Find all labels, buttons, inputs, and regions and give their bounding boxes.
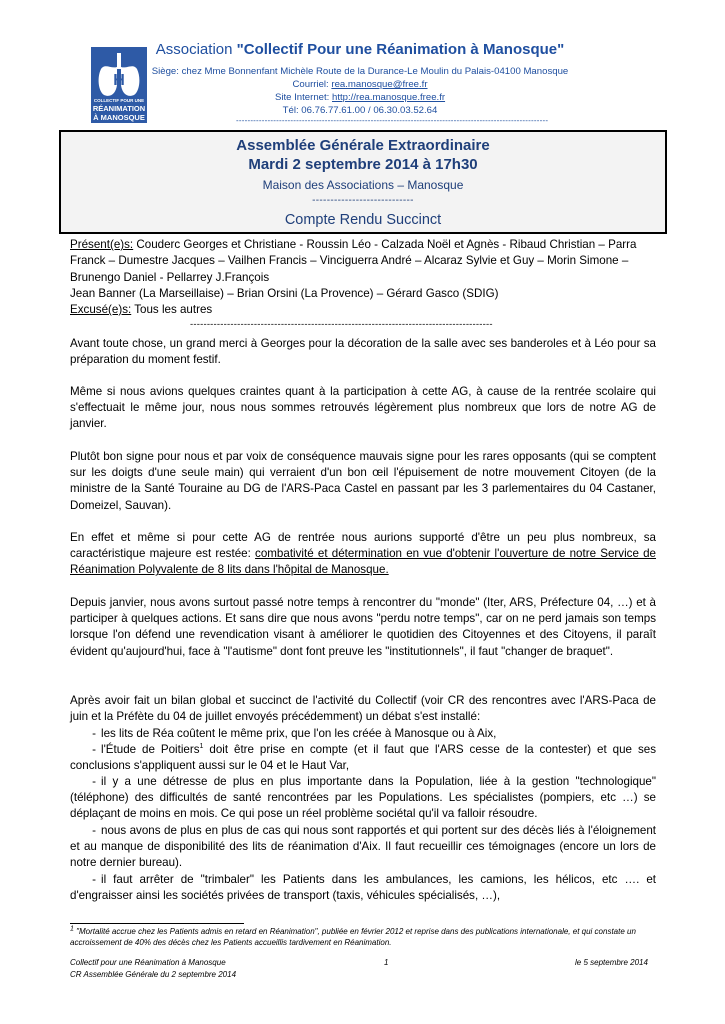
footnote-rule (70, 923, 244, 924)
logo-line2: RÉANIMATION (92, 104, 146, 113)
paragraph-1: Avant toute chose, un grand merci à Georges pour la décoration de la salle avec ses banderoles et à Léo pour sa préparation du moment festif. (70, 337, 656, 367)
meeting-place: Maison des Associations – Manosque (262, 178, 464, 192)
paragraph-3: Plutôt bon signe pour nous et par voix de conséquence mauvais signe pour les rares opposants (qui se comptent sur les doigts d'une seule main) qui verraient d'un bon œil l'épuisement de notre mouvement Citoyen (de la ministre de la Santé Touraine au DG de l'ARS-Paca Castel en passant par les 3 parlementaires du 04 Castaner, Domeizel, Sauvan). (70, 450, 656, 512)
title-box (59, 130, 667, 234)
excuse-line: Excusé(e)s: Tous les autres (70, 303, 213, 316)
paragraph-5: Depuis janvier, nous avons surtout passé notre temps à rencontrer du "monde" (Iter, ARS, Préfecture 04, …) et à participer à quelques actions. Et sans dire que nous avons "perdu notre temps", car on ne perd jamais son temps lorsque l'on défend une revendication visant à améliorer le quotidien des Citoyennes et des Citoyens, il paraît évident qu'aujourd'hui, face à "l'autisme" dont font preuve les "institutionnels", il faut "changer de braquet". (70, 596, 656, 658)
header-separator: ------------------------------------------------------------------------------------------------------------- (236, 116, 549, 125)
document-subtitle: Compte Rendu Succinct (284, 212, 442, 228)
website-link[interactable]: http://rea.manosque.free.fr (332, 92, 446, 103)
logo-line3: À MANOSQUE (93, 113, 145, 122)
excuse-label: Excusé(e)s: (70, 303, 132, 316)
box-separator: ---------------------------- (312, 195, 414, 206)
collectif-logo (91, 47, 147, 123)
list-item: - les lits de Réa coûtent le même prix, que l'on les créée à Manosque ou à Aix, (92, 727, 497, 740)
list-item: - l'Étude de Poitiers$^1$ doit être prise en compte (et il faut que l'ARS cesse de la contester) et que ses conclusions s'appliquent aussi sur le 04 et le Haut Var, (70, 743, 656, 773)
siege-line: Siège: chez Mme Bonnenfant Michèle Route de la Durance-Le Moulin du Palais-04100 Manosque (151, 66, 569, 77)
key-objective: combativité et détermination en vue d'obtenir l'ouverture de notre Service de Réanimation Polyvalente de 8 lits dans l'hôpital de Manosque. (70, 547, 657, 577)
footer-left-1: Collectif pour une Réanimation à Manosque (70, 958, 226, 967)
present-label: Présent(e)s: (70, 238, 134, 251)
present-line-2: Franck – Dumestre Jacques – Vailhen Francis – Vinciguerra André – Alcaraz Sylvie et Guy – Morin Simone – (70, 254, 629, 267)
email-link[interactable]: rea.manosque@free.fr (331, 79, 428, 90)
association-title: Association "Collectif Pour une Réanimation à Manosque" (155, 41, 565, 58)
paragraph-4: En effet et même si pour cette AG de rentrée nous aurions supporté d'être un peu plus nombreux, sa caractéristique majeure est restée: combativité et détermination en vue d'obtenir l'ouverture de notre Service de Réanimation Polyvalente de 8 lits dans l'hôpital de Manosque. (70, 531, 657, 577)
page-number: 1 (384, 958, 389, 967)
footnote-ref: 1 (199, 743, 204, 751)
logo-line1: COLLECTIF POUR UNE (93, 98, 145, 103)
footer-date: le 5 septembre 2014 (575, 958, 648, 967)
meeting-title: Assemblée Générale Extraordinaire (236, 137, 490, 154)
list-item: - il faut arrêter de "trimbaler" les Patients dans les ambulances, les camions, les hélicos, etc …. et d'engraisser ainsi les sociétés privées de transport (taxis, véhicules spécialisés, …), (70, 873, 656, 903)
paragraph-6: Après avoir fait un bilan global et succinct de l'activité du Collectif (voir CR des rencontres avec l'ARS-Paca de juin et la Préfète du 04 de juillet envoyés précédemment) un débat s'est installé: (70, 694, 656, 724)
list-item: - nous avons de plus en plus de cas qui nous sont rapportés et qui portent sur des décès liés à l'éloignement et au manque de disponibilité des lits de réanimation d'Aix. Il faut recueillir ces témoignages (encore un lors de notre dernier bureau). (70, 824, 656, 870)
svg-text:H: H (113, 72, 125, 89)
footer-left-2: CR Assemblée Générale du 2 septembre 2014 (70, 970, 237, 979)
tel-line: Tél: 06.76.77.61.00 / 06.30.03.52.64 (282, 105, 438, 116)
attendees-separator: ------------------------------------------------------------------------------------------ (190, 319, 493, 330)
footnote: $^1$ "Mortalité accrue chez les Patients admis en retard en Réanimation", publiée en février 2012 et reprise dans des publications internationale, et qui constate un accroissement de 40% des décès chez les Patients accueillis tardivement en Réanimation. (70, 925, 636, 947)
site-line: Site Internet: http://rea.manosque.free.fr (274, 92, 446, 103)
list-item: - il y a une détresse de plus en plus importante dans la Population, liée à la gestion "technologique" (téléphone) des difficultés de santé rencontrées par les Populations. Les spécialistes (pompiers, etc …) se déplaçant de moins en mois. Ce qui pose un réel problème sociétal qu'il va falloir résoudre. (70, 775, 656, 821)
present-line-1: Présent(e)s: Couderc Georges et Christiane - Roussin Léo - Calzada Noël et Agnès - Ribaud Christian – Parra (70, 238, 637, 251)
press-line: Jean Banner (La Marseillaise) – Brian Orsini (La Provence) – Gérard Gasco (SDIG) (70, 287, 499, 300)
paragraph-2: Même si nous avions quelques craintes quant à la participation à cette AG, à cause de la rentrée scolaire qui s'effectuait le même jour, nous nous sommes retrouvés légèrement plus nombreux que lors de notre AG de janvier. (70, 385, 656, 431)
meeting-date: Mardi 2 septembre 2014 à 17h30 (248, 156, 478, 173)
present-line-3: Brunengo Daniel - Pellarrey J.François (70, 271, 270, 284)
courriel-line: Courriel: rea.manosque@free.fr (292, 79, 428, 90)
